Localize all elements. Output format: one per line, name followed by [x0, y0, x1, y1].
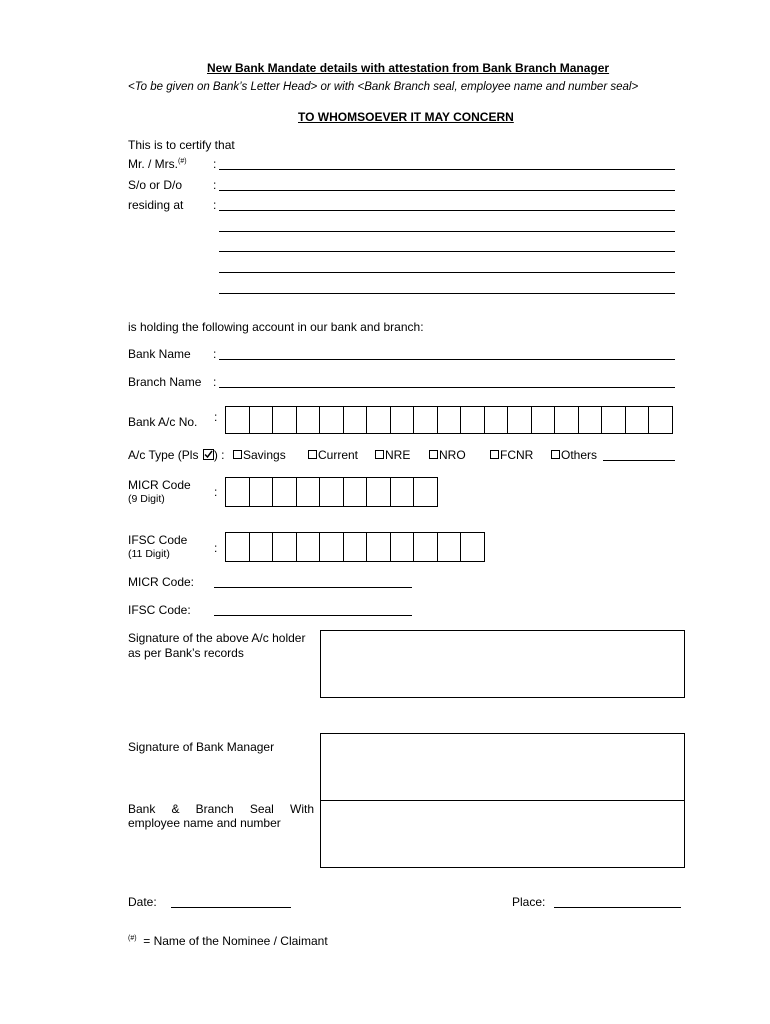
address-line-5[interactable]: [219, 293, 675, 294]
checkbox-icon: [429, 450, 438, 459]
so-do-input-line[interactable]: [219, 190, 675, 191]
holder-signature-label-2: as per Bank’s records: [128, 646, 244, 660]
ifsc-label: IFSC Code: [128, 533, 188, 547]
address-line-4[interactable]: [219, 272, 675, 273]
account-intro: is holding the following account in our bank and branch:: [128, 320, 424, 334]
checkbox-icon: [490, 450, 499, 459]
checkbox-icon: [551, 450, 560, 459]
checkbox-icon: [233, 450, 242, 459]
residing-label: residing at: [128, 198, 184, 212]
footnote-superscript: (#): [128, 935, 137, 942]
bank-name-label: Bank Name: [128, 347, 191, 361]
certify-intro: This is to certify that: [128, 138, 235, 152]
ac-no-label: Bank A/c No.: [128, 415, 198, 429]
ac-no-colon: :: [214, 410, 218, 424]
date-input-line[interactable]: [171, 907, 291, 908]
ac-type-nre[interactable]: NRE: [375, 448, 410, 462]
ac-no-digit-grid[interactable]: [225, 406, 673, 434]
name-superscript: (#): [178, 158, 187, 165]
checkmark-box-icon: [203, 449, 214, 460]
seal-label-1: Bank & Branch Seal With: [128, 802, 314, 816]
address-line-2[interactable]: [219, 231, 675, 232]
so-do-label: S/o or D/o: [128, 178, 183, 192]
ac-type-nro[interactable]: NRO: [429, 448, 466, 462]
ac-type-others[interactable]: Others: [551, 448, 597, 462]
bank-name-input-line[interactable]: [219, 359, 675, 360]
place-input-line[interactable]: [554, 907, 681, 908]
residing-colon: :: [213, 198, 217, 212]
concern-heading: TO WHOMSOEVER IT MAY CONCERN: [298, 110, 514, 124]
place-label: Place:: [512, 895, 546, 909]
others-input-line[interactable]: [603, 460, 675, 461]
so-do-colon: :: [213, 178, 217, 192]
branch-name-colon: :: [213, 375, 217, 389]
manager-signature-label: Signature of Bank Manager: [128, 740, 275, 754]
date-label: Date:: [128, 895, 157, 909]
manager-signature-box[interactable]: [320, 733, 685, 801]
document-title: New Bank Mandate details with attestation from Bank Branch Manager: [207, 61, 610, 75]
micr-colon: :: [214, 485, 218, 499]
address-line-1[interactable]: [219, 210, 675, 211]
seal-box[interactable]: [320, 800, 685, 868]
name-input-line[interactable]: [219, 169, 675, 170]
ifsc-code-input-line[interactable]: [214, 615, 412, 616]
bank-name-colon: :: [213, 347, 217, 361]
name-label: Mr. / Mrs.(#): [128, 157, 187, 171]
ifsc-digit-grid[interactable]: [225, 532, 485, 562]
micr-code-label: MICR Code:: [128, 575, 195, 589]
ifsc-code-label: IFSC Code:: [128, 603, 191, 617]
branch-name-input-line[interactable]: [219, 387, 675, 388]
branch-name-label: Branch Name: [128, 375, 202, 389]
ifsc-colon: :: [214, 541, 218, 555]
micr-code-input-line[interactable]: [214, 587, 412, 588]
footnote: (#) = Name of the Nominee / Claimant: [128, 934, 328, 948]
ac-type-label: A/c Type (Pls ) :: [128, 448, 225, 462]
ifsc-subtitle: (11 Digit): [128, 548, 170, 560]
checkbox-icon: [375, 450, 384, 459]
ac-type-fcnr[interactable]: FCNR: [490, 448, 533, 462]
holder-signature-box[interactable]: [320, 630, 685, 698]
micr-label: MICR Code: [128, 478, 191, 492]
ac-type-current[interactable]: Current: [308, 448, 358, 462]
micr-digit-grid[interactable]: [225, 477, 438, 507]
ac-type-savings[interactable]: Savings: [233, 448, 286, 462]
checkbox-icon: [308, 450, 317, 459]
name-colon: :: [213, 157, 217, 171]
document-subtitle: <To be given on Bank’s Letter Head> or with <Bank Branch seal, employee name and number seal>: [128, 81, 639, 93]
holder-signature-label-1: Signature of the above A/c holder: [128, 631, 306, 645]
micr-subtitle: (9 Digit): [128, 493, 165, 505]
seal-label-2: employee name and number: [128, 816, 281, 830]
address-line-3[interactable]: [219, 251, 675, 252]
